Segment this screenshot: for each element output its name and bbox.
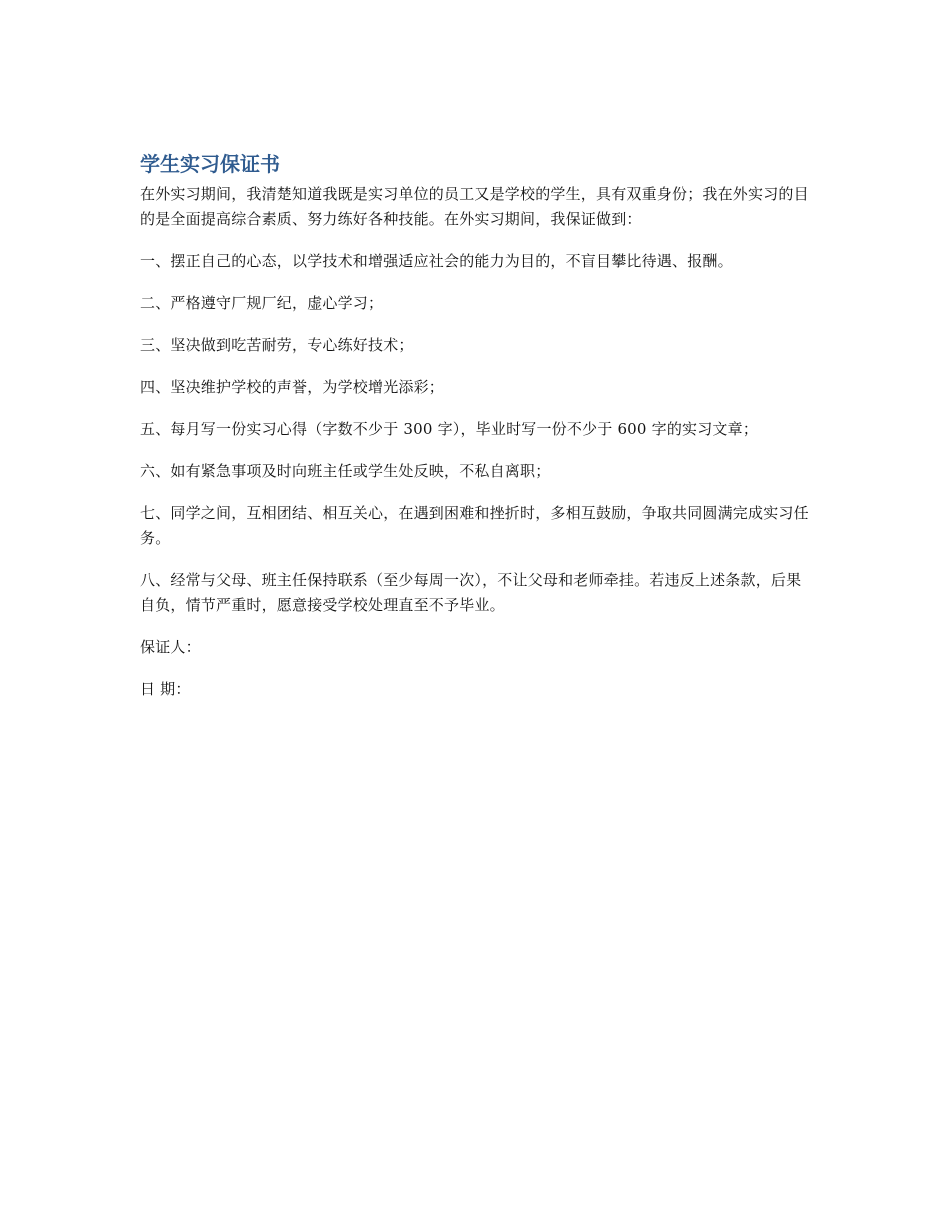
pledge-item-2: 二、严格遵守厂规厂纪，虚心学习； bbox=[140, 294, 384, 312]
pledge-item-5: 五、每月写一份实习心得（字数不少于 300 字），毕业时写一份不少于 600 字的实习文章； bbox=[140, 420, 759, 438]
pledge-item-4: 四、坚决维护学校的声誉，为学校增光添彩； bbox=[140, 378, 445, 396]
pledge-item-1: 一、摆正自己的心态，以学技术和增强适应社会的能力为目的，不盲目攀比待遇、报酬。 bbox=[140, 252, 733, 270]
intro-paragraph: 在外实习期间，我清楚知道我既是实习单位的员工又是学校的学生，具有双重身份；我在外实习的目的是全面提高综合素质、努力练好各种技能。在外实习期间，我保证做到： bbox=[140, 185, 809, 228]
pledge-item-3: 三、坚决做到吃苦耐劳，专心练好技术； bbox=[140, 336, 414, 354]
document-title: 学生实习保证书 bbox=[140, 152, 280, 176]
pledge-item-6: 六、如有紧急事项及时向班主任或学生处反映，不私自离职； bbox=[140, 462, 551, 480]
pledge-item-7: 七、同学之间，互相团结、相互关心，在遇到困难和挫折时，多相互鼓励，争取共同圆满完成实习任务。 bbox=[140, 504, 809, 547]
pledge-item-8: 八、经常与父母、班主任保持联系（至少每周一次），不让父母和老师牵挂。若违反上述条款，后果自负，情节严重时，愿意接受学校处理直至不予毕业。 bbox=[140, 571, 802, 614]
date-label: 日 期： bbox=[140, 680, 191, 698]
document-page bbox=[140, 150, 812, 719]
signer-label: 保证人： bbox=[140, 638, 201, 656]
